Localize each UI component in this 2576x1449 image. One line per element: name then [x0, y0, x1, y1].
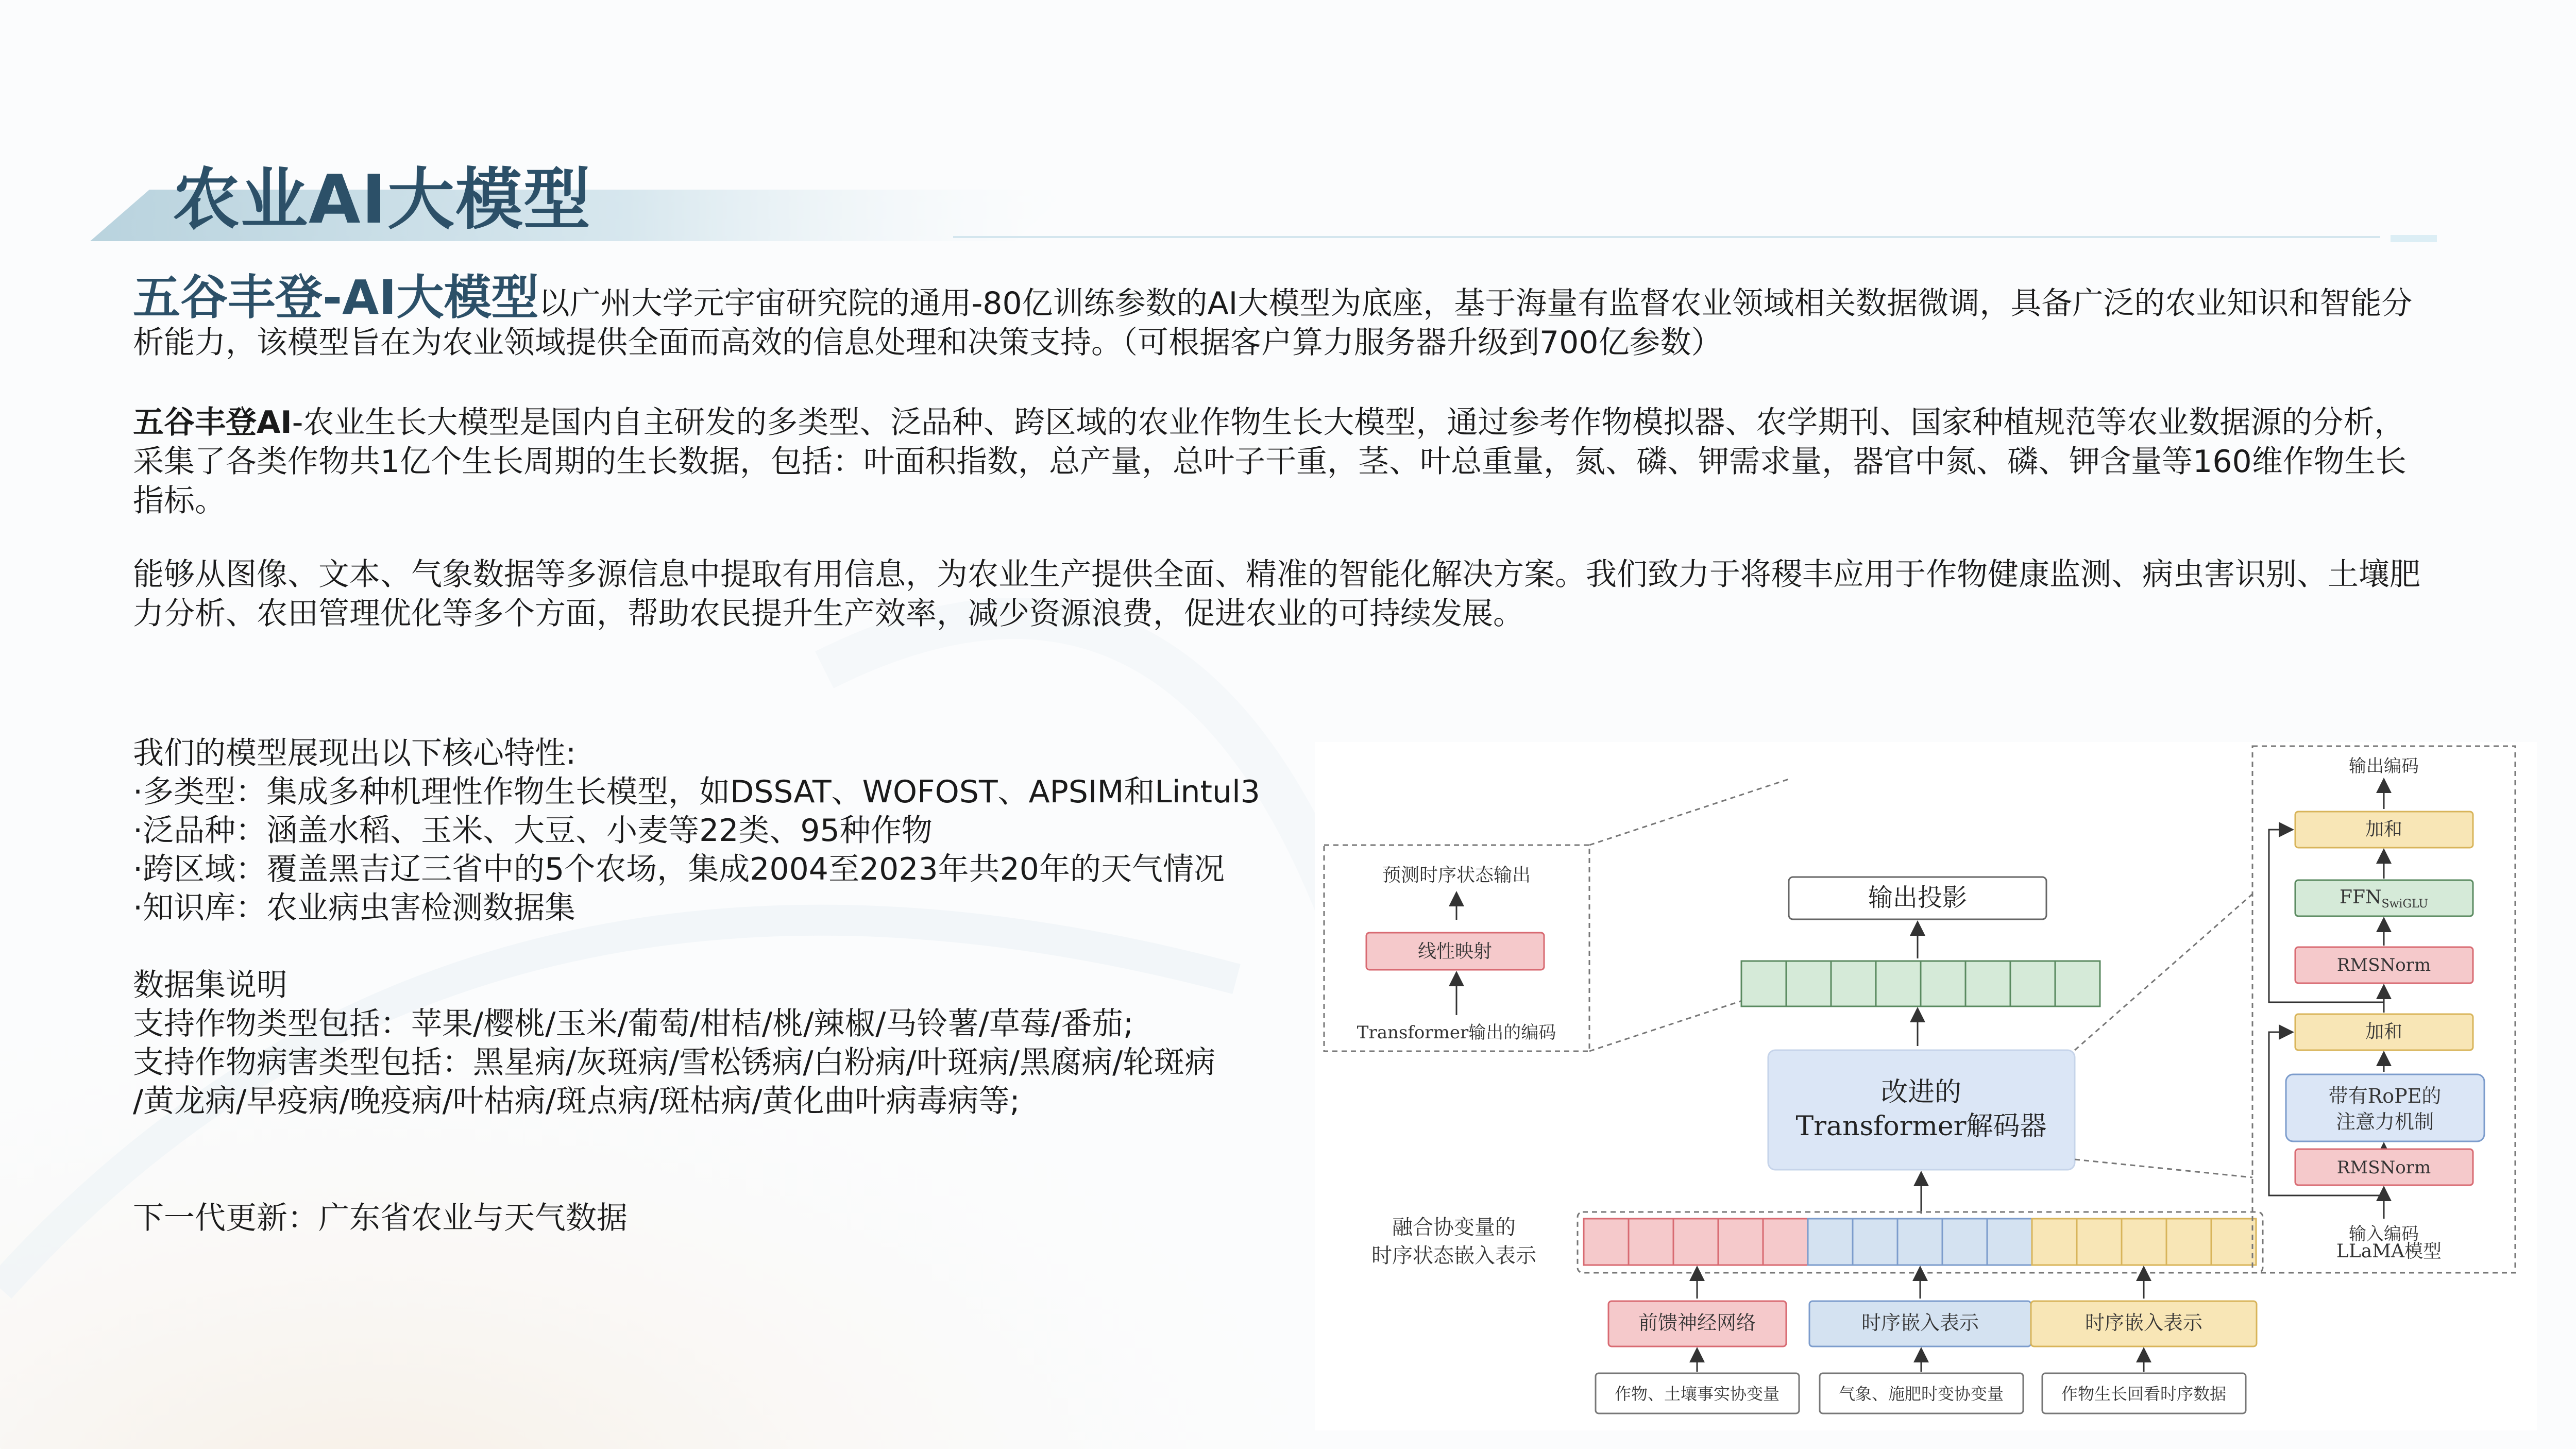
features-list	[133, 734, 1318, 928]
dataset-section	[133, 966, 1318, 1121]
next-update: 下一代更新：广东省农业与天气数据	[133, 1200, 628, 1236]
page-title: 农业AI大模型	[173, 160, 591, 239]
intro-lead: 五谷丰登-AI大模型	[133, 270, 539, 325]
ffn-label: 前馈神经网络	[1638, 1311, 1756, 1334]
add-label-mid: 加和	[2365, 1021, 2403, 1042]
feature-item: ·泛品种：涵盖水稻、玉米、大豆、小麦等22类、95种作物	[133, 813, 933, 849]
input-label-2: 气象、施肥时变协变量	[1838, 1384, 2004, 1404]
output-projection-label: 输出投影	[1868, 883, 1968, 912]
rope-label-1: 带有RoPE的	[2328, 1085, 2442, 1107]
fused-pink-cells	[1584, 1219, 1808, 1265]
dataset-line: /黄龙病/早疫病/晚疫病/叶枯病/斑点病/斑枯病/黄化曲叶病毒病等;	[133, 1083, 1020, 1119]
dataset-heading: 数据集说明	[133, 967, 287, 1003]
decoder-label-1: 改进的	[1880, 1077, 1962, 1108]
rmsnorm-label-top: RMSNorm	[2336, 955, 2431, 975]
architecture-diagram	[1315, 742, 2537, 1430]
add-label-top: 加和	[2365, 819, 2403, 840]
growth-model-paragraph	[133, 403, 2426, 520]
ts-embed-label-1: 时序嵌入表示	[1861, 1311, 1979, 1334]
fused-blue-cells	[1808, 1219, 2032, 1265]
input-encoding-label: 输入编码	[2349, 1224, 2419, 1244]
feature-item: ·知识库：农业病虫害检测数据集	[133, 890, 576, 926]
fused-label-1: 融合协变量的	[1392, 1216, 1516, 1239]
ffn-swiglu-sub: SwiGLU	[2381, 898, 2428, 911]
llama-label: LLaMA模型	[2336, 1241, 2442, 1262]
dataset-line: 支持作物类型包括：苹果/樱桃/玉米/葡萄/柑桔/桃/辣椒/马铃薯/草莓/番茄;	[133, 1006, 1134, 1042]
output-token-row	[1741, 961, 2100, 1006]
output-encoding-label: 输出编码	[2349, 756, 2419, 777]
header-rule-accent	[2391, 235, 2437, 242]
ffn-swiglu-main: FFN	[2340, 887, 2382, 908]
feature-item: ·多类型：集成多种机理性作物生长模型，如DSSAT、WOFOST、APSIM和Lintul3	[133, 774, 1260, 810]
ts-embed-label-2: 时序嵌入表示	[2084, 1311, 2203, 1334]
input-label-1: 作物、土壤事实协变量	[1614, 1384, 1780, 1404]
fused-yellow-cells	[2032, 1219, 2256, 1265]
fused-label-2: 时序状态嵌入表示	[1371, 1244, 1536, 1268]
decoder-label-2: Transformer解码器	[1795, 1111, 2047, 1142]
input-label-3: 作物生长回看时序数据	[2061, 1384, 2227, 1404]
rope-label-2: 注意力机制	[2335, 1110, 2434, 1133]
header-rule	[953, 236, 2380, 238]
pred-output-label: 预测时序状态输出	[1382, 865, 1531, 886]
growth-model-lead: 五谷丰登AI	[133, 405, 292, 441]
feature-item: ·跨区域：覆盖黑吉辽三省中的5个农场，集成2004至2023年共20年的天气情况	[133, 851, 1225, 887]
decoder-box	[1768, 1050, 2075, 1170]
intro-paragraph	[133, 270, 2426, 362]
transformer-encoding-label: Transformer输出的编码	[1357, 1022, 1556, 1043]
rmsnorm-label-bottom: RMSNorm	[2336, 1157, 2431, 1178]
capability-paragraph: 能够从图像、文本、气象数据等多源信息中提取有用信息，为农业生产提供全面、精准的智能化解决方案。我们致力于将稷丰应用于作物健康监测、病虫害识别、土壤肥力分析、农田管理优化等多个方面，帮助农民提升生产效率，减少资源浪费，促进农业的可持续发展。	[133, 557, 2420, 632]
features-heading: 我们的模型展现出以下核心特性:	[133, 735, 577, 771]
linear-map-label: 线性映射	[1417, 941, 1493, 962]
growth-model-text: -农业生长大模型是国内自主研发的多类型、泛品种、跨区域的农业作物生长大模型，通过参考作物模拟器、农学期刊、国家种植规范等农业数据源的分析，采集了各类作物共1亿个生长周期的生长数据，包括：叶面积指数，总产量，总叶子干重，茎、叶总重量，氮、磷、钾需求量，器官中氮、磷、钾含量等160维作物生长指标。	[133, 405, 2406, 519]
dataset-line: 支持作物病害类型包括：黑星病/灰斑病/雪松锈病/白粉病/叶斑病/黑腐病/轮斑病	[133, 1044, 1216, 1081]
intro-text: 以广州大学元宇宙研究院的通用-80亿训练参数的AI大模型为底座，基于海量有监督农业领域相关数据微调，具备广泛的农业知识和智能分析能力，该模型旨在为农业领域提供全面而高效的信息处理和决策支持。（可根据客户算力服务器升级到700亿参数）	[133, 285, 2413, 361]
